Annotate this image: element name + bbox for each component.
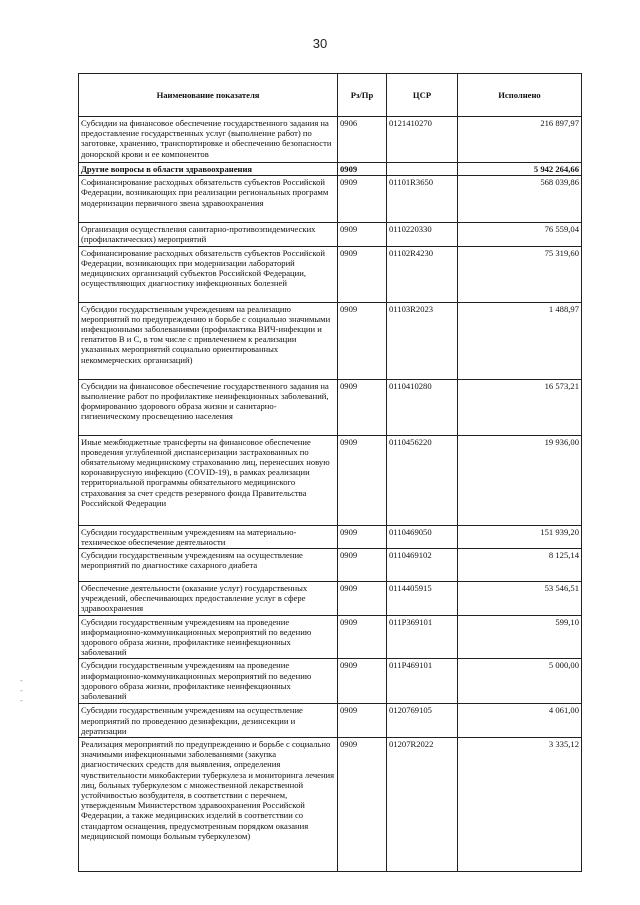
cell-amount: 75 319,60 — [458, 246, 582, 302]
cell-amount: 76 559,04 — [458, 223, 582, 246]
cell-name: Организация осуществления санитарно-противоэпидемических (профилактических) мероприятий — [79, 223, 338, 246]
cell-csr: 011P369101 — [387, 615, 458, 659]
cell-amount: 19 936,00 — [458, 435, 582, 525]
cell-name: Иные межбюджетные трансферты на финансовое обеспечение проведения углубленной диспансеризации застрахованных по обязательному медицинскому страхованию лиц, перенесших новую коронавирусную инфекцию (COVID-19), в рамках реализации территориальной программы обязательного медицинского страхования за счет средств резервного фонда Правительства Российской Федерации — [79, 435, 338, 525]
cell-amount: 16 573,21 — [458, 379, 582, 435]
cell-rzpr: 0909 — [338, 302, 387, 379]
cell-csr: 01103R2023 — [387, 302, 458, 379]
table-row — [79, 525, 582, 548]
cell-name: Субсидии на финансовое обеспечение государственного задания на выполнение работ по профилактике неинфекционных заболеваний, формированию здорового образа жизни и санитарно-гигиеническому просвещению населения — [79, 379, 338, 435]
cell-csr: 01207R2022 — [387, 738, 458, 872]
cell-name: Субсидии на финансовое обеспечение государственного задания на предоставление государственных услуг (выполнение работ) по заготовке, хранению, транспортировке и обеспечению безопасности донорской крови и ее компонентов — [79, 117, 338, 163]
cell-csr: 0110469050 — [387, 525, 458, 548]
cell-name: Софинансирование расходных обязательств субъектов Российской Федерации, возникающих при реализации региональных программ модернизации первичного звена здравоохранения — [79, 176, 338, 223]
table-row — [79, 615, 582, 659]
cell-amount: 1 488,97 — [458, 302, 582, 379]
budget-table — [78, 73, 582, 872]
cell-name: Софинансирование расходных обязательств субъектов Российской Федерации, возникающих при модернизации лабораторий медицинских организаций субъектов Российской Федерации, осуществляющих диагностику инфекционных болезней — [79, 246, 338, 302]
cell-rzpr: 0909 — [338, 435, 387, 525]
cell-rzpr: 0909 — [338, 525, 387, 548]
header-name: Наименование показателя — [79, 74, 338, 117]
table-row — [79, 582, 582, 616]
cell-rzpr: 0909 — [338, 163, 387, 176]
cell-amount: 4 061,00 — [458, 704, 582, 738]
cell-name: Другие вопросы в области здравоохранения — [79, 163, 338, 176]
cell-csr: 0110456220 — [387, 435, 458, 525]
cell-csr: 0121410270 — [387, 117, 458, 163]
table-row — [79, 738, 582, 872]
cell-rzpr: 0909 — [338, 615, 387, 659]
cell-amount: 5 000,00 — [458, 659, 582, 704]
cell-rzpr: 0909 — [338, 176, 387, 223]
cell-name: Субсидии государственным учреждениям на осуществление мероприятий по диагностике сахарного диабета — [79, 549, 338, 582]
cell-name: Субсидии государственным учреждениям на материально-техническое обеспечение деятельности — [79, 525, 338, 548]
cell-rzpr: 0909 — [338, 549, 387, 582]
header-amount: Исполнено — [458, 74, 582, 117]
cell-rzpr: 0909 — [338, 223, 387, 246]
cell-rzpr: 0909 — [338, 379, 387, 435]
header-csr: ЦСР — [387, 74, 458, 117]
table-row — [79, 117, 582, 163]
table-header-row — [79, 74, 582, 117]
cell-csr: 0110220330 — [387, 223, 458, 246]
cell-rzpr: 0909 — [338, 704, 387, 738]
cell-amount: 151 939,20 — [458, 525, 582, 548]
cell-csr: 01101R3650 — [387, 176, 458, 223]
header-rzpr: Рз/Пр — [338, 74, 387, 117]
table-row — [79, 435, 582, 525]
table-row — [79, 659, 582, 704]
cell-amount: 3 335,12 — [458, 738, 582, 872]
cell-amount: 568 039,86 — [458, 176, 582, 223]
cell-csr — [387, 163, 458, 176]
cell-csr: 0114405915 — [387, 582, 458, 616]
page-number: 30 — [312, 36, 328, 51]
cell-rzpr: 0906 — [338, 117, 387, 163]
cell-name: Субсидии государственным учреждениям на реализацию мероприятий по предупреждению и борьбе с социально значимыми инфекционными заболеваниями (профилактика ВИЧ-инфекции и гепатитов В и С, в том числе с привлечением к реализации указанных мероприятий социально ориентированных некоммерческих организаций) — [79, 302, 338, 379]
cell-name: Субсидии государственным учреждениям на осуществление мероприятий по проведению дезинфекции, дезинсекции и дератизации — [79, 704, 338, 738]
cell-name: Субсидии государственным учреждениям на проведение информационно-коммуникационных мероприятий по ведению здорового образа жизни, профилактике неинфекционных заболеваний — [79, 615, 338, 659]
table-row — [79, 176, 582, 223]
cell-csr: 0120769105 — [387, 704, 458, 738]
cell-rzpr: 0909 — [338, 582, 387, 616]
table-row — [79, 246, 582, 302]
table-row — [79, 549, 582, 582]
table-row — [79, 379, 582, 435]
cell-amount: 53 546,51 — [458, 582, 582, 616]
cell-name: Обеспечение деятельности (оказание услуг) государственных учреждений, обеспечивающих предоставление услуг в сфере здравоохранения — [79, 582, 338, 616]
cell-amount: 8 125,14 — [458, 549, 582, 582]
table-row — [79, 163, 582, 176]
table-row — [79, 223, 582, 246]
cell-name: Реализация мероприятий по предупреждению и борьбе с социально значимыми инфекционными заболеваниями (закупка диагностических средств для выявления, определения чувствительности микобактерии туберкулеза и мониторинга лечения лиц, больных туберкулезом с множественной лекарственной устойчивостью возбудителя, в соответствии с перечнем, утвержденным Министерством здравоохранения Российской Федерации, а также медицинских изделий в соответствии со стандартом оснащения, предусмотренным порядком оказания медицинской помощи больным туберкулезом) — [79, 738, 338, 872]
cell-rzpr: 0909 — [338, 246, 387, 302]
table-row — [79, 704, 582, 738]
cell-rzpr: 0909 — [338, 738, 387, 872]
margin-marks: - - - — [20, 676, 23, 705]
cell-rzpr: 0909 — [338, 659, 387, 704]
cell-name: Субсидии государственным учреждениям на проведение информационно-коммуникационных мероприятий по ведению здорового образа жизни, профилактике неинфекционных заболеваний — [79, 659, 338, 704]
cell-csr: 0110469102 — [387, 549, 458, 582]
cell-amount: 216 897,97 — [458, 117, 582, 163]
cell-csr: 0110410280 — [387, 379, 458, 435]
cell-csr: 011P469101 — [387, 659, 458, 704]
cell-amount: 599,10 — [458, 615, 582, 659]
cell-amount: 5 942 264,66 — [458, 163, 582, 176]
cell-csr: 01102R4230 — [387, 246, 458, 302]
table-row — [79, 302, 582, 379]
